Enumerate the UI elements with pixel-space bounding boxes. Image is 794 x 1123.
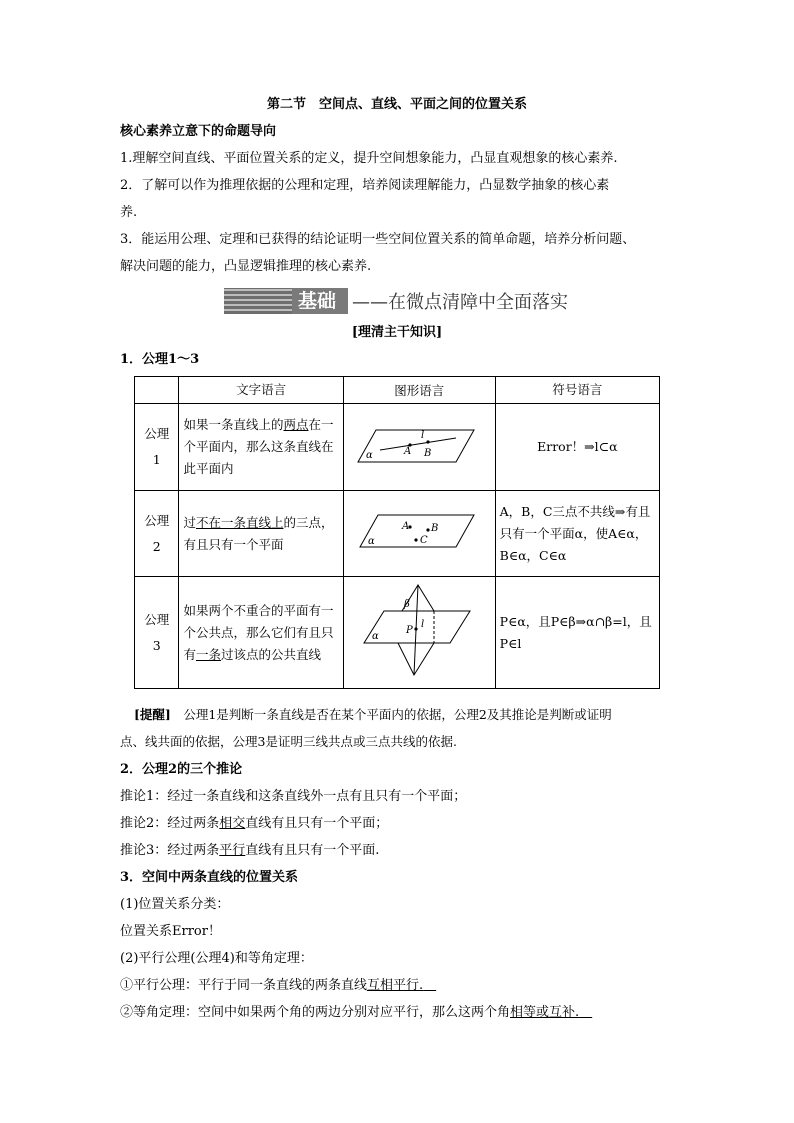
label-alpha: α: [368, 536, 375, 547]
line-l: [380, 438, 456, 450]
axiom1-figure: [346, 404, 492, 487]
tip-text: 公理1是判断一条直线是否在某个平面内的依据，公理2及其推论是判断或证明: [183, 707, 612, 722]
row-text: 过: [183, 514, 196, 530]
table-header-cell: 文字语言: [179, 377, 343, 404]
row-text-underlined: 两点: [283, 417, 309, 432]
section3-p2: 位置关系Error！: [120, 924, 221, 939]
paragraph-text-underlined: 互相平行.: [367, 978, 424, 993]
corollary-text-underlined: 平行: [219, 843, 246, 858]
table-row: [135, 491, 660, 577]
axiom3-figure: [346, 577, 492, 685]
plane-parallelogram: [358, 430, 474, 462]
label-a: A: [402, 521, 410, 532]
section-banner: [224, 286, 568, 316]
paragraph-text: ②等角定理：空间中如果两个角的两边分别对应平行，那么这两个角: [120, 1005, 511, 1020]
row-number: 2: [152, 538, 161, 554]
row-number: 1: [152, 452, 161, 467]
row-name-cell: [135, 491, 179, 577]
section3-p4: [120, 978, 436, 994]
corollary-2: [120, 816, 388, 832]
row-symbol-cell: A，B，C三点不共线⇒有且只有一个平面α，使A∈α，B∈α，C∈α: [495, 491, 659, 577]
orientation-item-2: 2．了解可以作为推理依据的公理和定理，培养阅读理解能力，凸显数学抽象的核心素: [120, 178, 610, 193]
corollary-1: 推论1：经过一条直线和这条直线外一点有且只有一个平面；: [120, 789, 467, 804]
banner-stripe: [224, 288, 292, 314]
orientation-item-3: 3．能运用公理、定理和已获得的结论证明一些空间位置关系的简单命题，培养分析问题、: [120, 232, 636, 247]
banner-sub: ——在微点清障中全面落实: [352, 292, 569, 313]
table-row: [135, 404, 660, 491]
corollary-text: 直线有且只有一个平面；: [245, 816, 389, 831]
label-b: B: [431, 523, 439, 534]
row-text-underlined: 不在一条直线上: [195, 514, 284, 530]
row-figure-cell: [343, 577, 495, 689]
subheading: [理清主干知识]: [351, 325, 443, 340]
row-symbol-cell: P∈α，且P∈β⇒α∩β=l，且P∈l: [495, 577, 659, 689]
row-text-cell: [179, 577, 343, 689]
paragraph-text-underlined: 相等: [510, 1005, 537, 1020]
underline-tail: [579, 1005, 592, 1020]
point-c: [415, 538, 418, 541]
row-name: 公理: [144, 426, 170, 441]
label-a: A: [404, 446, 412, 457]
label-alpha: α: [372, 631, 379, 642]
row-text-underlined: 一条: [195, 646, 221, 662]
row-number: 3: [152, 637, 161, 653]
row-text-cell: [179, 491, 343, 577]
section3-p1: (1)位置关系分类：: [120, 897, 230, 912]
plane-parallelogram: [360, 515, 474, 547]
row-text: 在一个平面内，那么这条直线在此平面内: [183, 417, 334, 476]
axioms-table: [134, 376, 660, 689]
row-text: 如果两个不重合的平面有一个公共点，那么它们有且只有: [183, 602, 334, 662]
orientation-heading: 核心素养立意下的命题导向: [120, 124, 277, 139]
corollary-text: 推论2：经过两条: [120, 816, 220, 831]
corollary-text: 推论3：经过两条: [120, 843, 220, 858]
label-alpha: α: [366, 450, 373, 461]
corollary-text-underlined: 相交: [219, 816, 246, 831]
corollary-3: [120, 843, 379, 859]
label-l: l: [421, 619, 425, 630]
table-row: [135, 577, 660, 689]
section-title: 第二节 空间点、直线、平面之间的位置关系: [266, 97, 527, 112]
label-b: B: [424, 448, 432, 459]
point-p: [415, 627, 418, 630]
row-figure-cell: [343, 404, 495, 491]
banner-main: 基础: [292, 288, 348, 314]
row-figure-cell: [343, 491, 495, 577]
axiom2-figure: [346, 491, 492, 573]
section1-heading: 1．公理1～3: [120, 352, 200, 367]
plane-beta-bottom: [398, 643, 434, 675]
table-header-cell: 符号语言: [495, 377, 659, 404]
row-name: 公理: [144, 512, 170, 528]
row-symbol-cell: Error！⇒l⊂α: [495, 404, 659, 491]
paragraph-text-underlined: 或: [536, 1005, 550, 1020]
underline-tail: [423, 978, 436, 993]
row-name: 公理: [144, 611, 170, 627]
paragraph-text-underlined: 互补.: [549, 1005, 580, 1020]
point-b: [427, 440, 430, 443]
section3-p3: (2)平行公理(公理4)和等角定理：: [120, 951, 313, 966]
point-b: [427, 528, 430, 531]
tip-line-2: 点、线共面的依据，公理3是证明三线共点或三点共线的依据.: [120, 734, 457, 749]
tip-label: [提醒]: [134, 707, 171, 722]
orientation-item-1: 1.理解空间直线、平面位置关系的定义，提升空间想象能力，凸显直观想象的核心素养.: [120, 151, 618, 166]
paragraph-text: ①平行公理：平行于同一条直线的两条直线: [120, 978, 368, 993]
section3-heading: 3．空间中两条直线的位置关系: [120, 870, 299, 885]
table-header-cell: 图形语言: [343, 377, 495, 404]
label-beta: β: [404, 599, 410, 610]
label-c: C: [420, 535, 428, 546]
tip-line-1: [134, 707, 612, 723]
orientation-item-3-cont: 解决问题的能力，凸显逻辑推理的核心素养.: [120, 259, 372, 274]
row-text: 过该点的公共直线: [220, 646, 321, 662]
orientation-item-2-cont: 养.: [120, 205, 138, 220]
row-name-cell: [135, 404, 179, 491]
section3-p5: [120, 1005, 592, 1021]
corollary-text: 直线有且只有一个平面.: [245, 843, 380, 858]
table-header-cell: [135, 377, 179, 404]
row-text: 的三点，有且只有一个平面: [183, 514, 334, 552]
row-name-cell: [135, 577, 179, 689]
table-header-row: [135, 377, 660, 404]
row-text-cell: [179, 404, 343, 491]
label-l: l: [421, 430, 425, 441]
row-text: 如果一条直线上的: [183, 417, 284, 432]
section2-heading: 2．公理2的三个推论: [120, 762, 243, 777]
label-p: P: [406, 625, 413, 636]
